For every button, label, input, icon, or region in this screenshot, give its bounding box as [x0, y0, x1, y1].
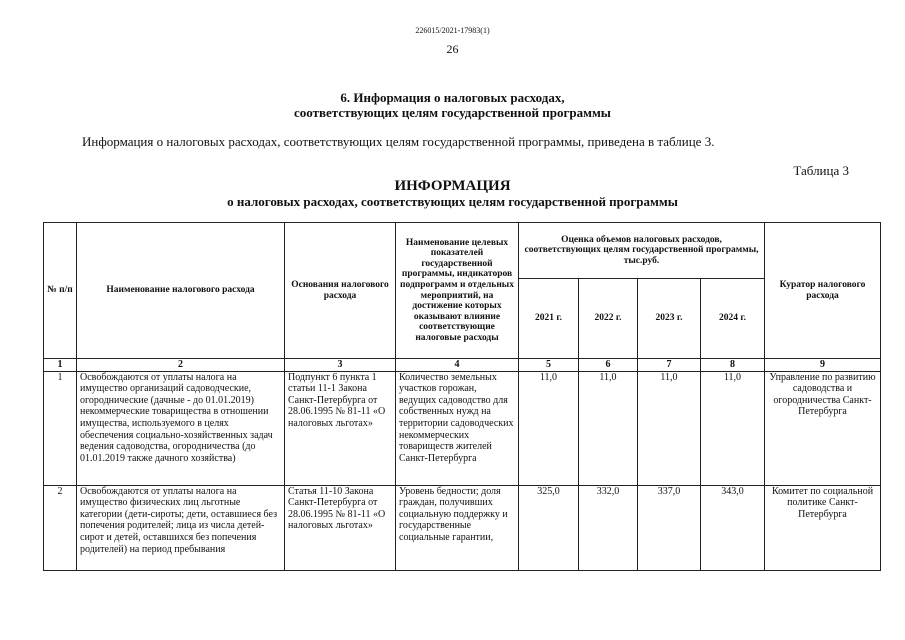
value-2024: 11,0	[701, 371, 765, 485]
document-id: 226015/2021-17983(1)	[415, 26, 490, 35]
value-2024: 343,0	[701, 485, 765, 570]
column-number: 8	[701, 359, 765, 372]
header-basis: Основания налогового расхода	[285, 223, 396, 359]
value-2022: 11,0	[579, 371, 638, 485]
header-curator: Куратор налогового расхода	[765, 223, 881, 359]
column-number: 6	[579, 359, 638, 372]
value-2023: 337,0	[638, 485, 701, 570]
header-year-2024: 2024 г.	[701, 279, 765, 359]
column-number: 2	[77, 359, 285, 372]
table-row	[44, 485, 881, 570]
section-title-line1: 6. Информация о налоговых расходах,	[340, 90, 565, 105]
column-number: 1	[44, 359, 77, 372]
header-year-2022: 2022 г.	[579, 279, 638, 359]
tax-expenditure-basis: Подпункт 6 пункта 1 статьи 11-1 Закона Санкт-Петербурга от 28.06.1995 № 81-11 «О налоговых льготах»	[285, 371, 396, 485]
header-name: Наименование налогового расхода	[77, 223, 285, 359]
header-year-2023: 2023 г.	[638, 279, 701, 359]
table-title-line1: ИНФОРМАЦИЯ	[394, 178, 511, 194]
header-num: № п/п	[44, 223, 77, 359]
value-2021: 11,0	[519, 371, 579, 485]
tax-expenditure-basis: Статья 11-10 Закона Санкт-Петербурга от 28.06.1995 № 81-11 «О налоговых льготах»	[285, 485, 396, 570]
row-number: 1	[44, 371, 77, 485]
table-title	[0, 179, 905, 209]
column-number: 3	[285, 359, 396, 372]
target-indicator: Количество земельных участков горожан, ведущих садоводство для собственных нужд на территории садоводческих некоммерческих товариществ жителей Санкт-Петербурга	[396, 371, 519, 485]
row-number: 2	[44, 485, 77, 570]
column-number: 7	[638, 359, 701, 372]
section-title-line2: соответствующих целям государственной программы	[294, 105, 611, 120]
section-title	[0, 90, 905, 120]
page-number: 26	[446, 42, 459, 56]
value-2022: 332,0	[579, 485, 638, 570]
column-number: 5	[519, 359, 579, 372]
value-2021: 325,0	[519, 485, 579, 570]
curator: Управление по развитию садоводства и огородничества Санкт-Петербурга	[765, 371, 881, 485]
tax-expenditure-name: Освобождаются от уплаты налога на имущество физических лиц льготные категории (дети-сироты; дети, оставшиеся без попечения родителей; лица из числа детей-сирот и детей, оставшихся без попечения родителей) на период пребывания	[77, 485, 285, 570]
header-estimate-group: Оценка объемов налоговых расходов, соответствующих целям государственной программы, тыс.руб.	[519, 223, 765, 279]
intro-paragraph: Информация о налоговых расходах, соответствующих целям государственной программы, приведена в таблице 3.	[82, 134, 715, 149]
column-number: 9	[765, 359, 881, 372]
target-indicator: Уровень бедности; доля граждан, получивших социальную поддержку и государственные социальные гарантии,	[396, 485, 519, 570]
column-number: 4	[396, 359, 519, 372]
header-year-2021: 2021 г.	[519, 279, 579, 359]
header-indicator: Наименование целевых показателей государственной программы, индикаторов подпрограмм и отдельных мероприятий, на достижение которых оказывают влияние соответствующие налоговые расходы	[396, 223, 519, 359]
header-row-1	[44, 223, 881, 279]
value-2023: 11,0	[638, 371, 701, 485]
table-title-line2: о налоговых расходах, соответствующих целям государственной программы	[227, 194, 678, 209]
tax-expenditure-name: Освобождаются от уплаты налога на имущество организаций садоводческие, огороднические (дачные - до 01.01.2019) некоммерческие товарищества в отношении имущества, используемого в целях обеспечения социально-хозяйственных задач ведения садоводства, огородничества (до 01.01.2019 также дачного хозяйства)	[77, 371, 285, 485]
table-row	[44, 371, 881, 485]
tax-expenditure-table	[43, 222, 881, 571]
curator: Комитет по социальной политике Санкт-Петербурга	[765, 485, 881, 570]
table-label: Таблица 3	[793, 163, 849, 178]
column-number-row	[44, 359, 881, 372]
